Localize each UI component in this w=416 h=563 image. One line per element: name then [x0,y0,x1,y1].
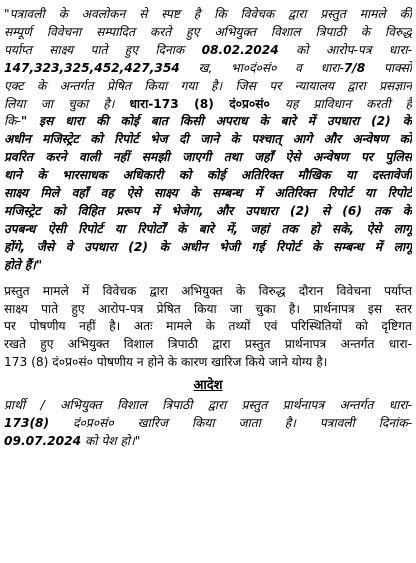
text-line [4,78,412,96]
text-span: ख, भा०दं०सं० व धारा- [179,60,344,75]
quoted-provision: साक्ष्य मिले वहाँ वह ऐसे साक्ष्य के सम्बन्ध में अतिरिक्त रिपोर्ट या रिपोर्ट [4,186,412,201]
text-line [4,239,412,257]
text-line [4,336,412,354]
text-span: कि- [4,114,21,129]
text-span: एक्ट के अन्तर्गत प्रेषित किया गया है। जिस पर न्यायालय द्वारा प्रसज्ञान [4,78,412,93]
text-span: लिया जा चुका है। [4,96,130,111]
text-span: रखते हुए अभियुक्त विशाल त्रिपाठी द्वारा प्रस्तुत प्रार्थनापत्र अन्तर्गत धारा- [4,337,412,352]
text-line [4,397,412,415]
section-numbers: 147,323,325,452,427,354 [4,60,180,75]
text-span: पाक्सो [365,60,412,75]
text-span: सम्पूर्ण विवेचना सम्पादित करते हुए अभियुक्त विशाल त्रिपाठी के विरुद्ध [4,24,412,39]
order-heading: आदेश [193,378,223,394]
text-span: पर्याप्त साक्ष्य पाते हुए दिनाक [4,42,202,57]
paragraph-order [4,397,412,451]
date-text: 09.07.2024 [4,433,82,448]
text-line [4,283,412,301]
text-line [4,433,412,451]
text-line [4,96,412,114]
text-span: पर पोषणीय नहीं है। अतः मामले के तथ्यों एवं परिस्थितियों को दृष्टिगत [4,319,412,334]
date-text: 08.02.2024 [201,42,279,57]
text-line [4,318,412,336]
section-reference: धारा-173 (8) दं०प्र०सं० [129,96,270,111]
text-span: प्रार्थी / अभियुक्त विशाल त्रिपाठी द्वारा प्रस्तुत प्रार्थनापत्र अन्तर्गत धारा- [4,398,412,413]
quoted-provision: होते हैं।" [4,257,43,272]
quoted-provision: थाने के भारसाधक अधिकारी को कोई अतिरिक्त मौखिक या दस्तावेजी [4,168,412,183]
quoted-provision: मजिस्ट्रेट को विहित प्ररूप में भेजेगा, और उपधारा (2) से (6) तक के [4,203,412,218]
quoted-provision: उपबन्ध ऐसी रिपोर्ट या रिपोर्टों के बारे में, जहां तक हो सके, ऐसे लागू [4,221,412,236]
text-span: दं०प्र०सं० खारिज किया जाता है। पत्रावली दिनांक- [49,416,412,431]
text-line [4,24,412,42]
text-line [4,301,412,319]
text-line [4,167,412,185]
text-span: "पत्रावली के अवलोकन से स्पष्ट है कि विवेचक द्वारा प्रस्तुत मामले की [4,7,412,21]
section-numbers: 7/8 [343,60,366,75]
text-line [4,149,412,167]
text-line [4,60,412,78]
quoted-provision: प्रवरित करने वाली नहीं समझी जाएगी तथा जहाँ ऐसे अन्वेषण पर पुलिस [4,150,412,165]
text-line [4,257,412,275]
text-line [4,221,412,239]
quoted-provision: होंगे, जैसे वे उपधारा (2) के अधीन भेजी गई रिपोर्ट के सम्बन्ध में लागू [4,239,412,254]
text-span: को पेश हो।" [81,433,141,448]
quoted-provision: " इस धारा की कोई बात किसी अपराध के बारे में उपधारा (2) के [20,114,412,129]
text-span: यह प्राविधान करती है [269,96,412,111]
paragraph-gap [4,275,412,283]
text-line [4,131,412,149]
text-span: को आरोप-पत्र धारा- [278,42,412,57]
text-span: प्रस्तुत मामले में विवेचक द्वारा अभियुक्त के विरुद्ध दौरान विवेचना पर्याप्त [4,283,412,298]
text-line [4,185,412,203]
text-span: 173 (8) दं०प्र०सं० पोषणीय न होने के कारण खारिज किये जाने योग्य है। [4,355,328,370]
quoted-provision: अधीन मजिस्ट्रेट को रिपोर्ट भेज दी जाने के पश्चात् आगे और अन्वेषण को [4,132,412,147]
text-span: साक्ष्य पाते हुए आरोप-पत्र प्रेषित किया जा चुका है। प्रार्थनापत्र इस स्तर [4,301,412,316]
text-line [4,415,412,433]
paragraph-conclusion [4,283,412,373]
text-line [4,203,412,221]
paragraph-observations [4,6,412,275]
text-line [4,6,412,24]
section-numbers: 173(8) [4,416,50,431]
text-line [4,354,412,372]
text-line [4,42,412,60]
text-line [4,113,412,131]
